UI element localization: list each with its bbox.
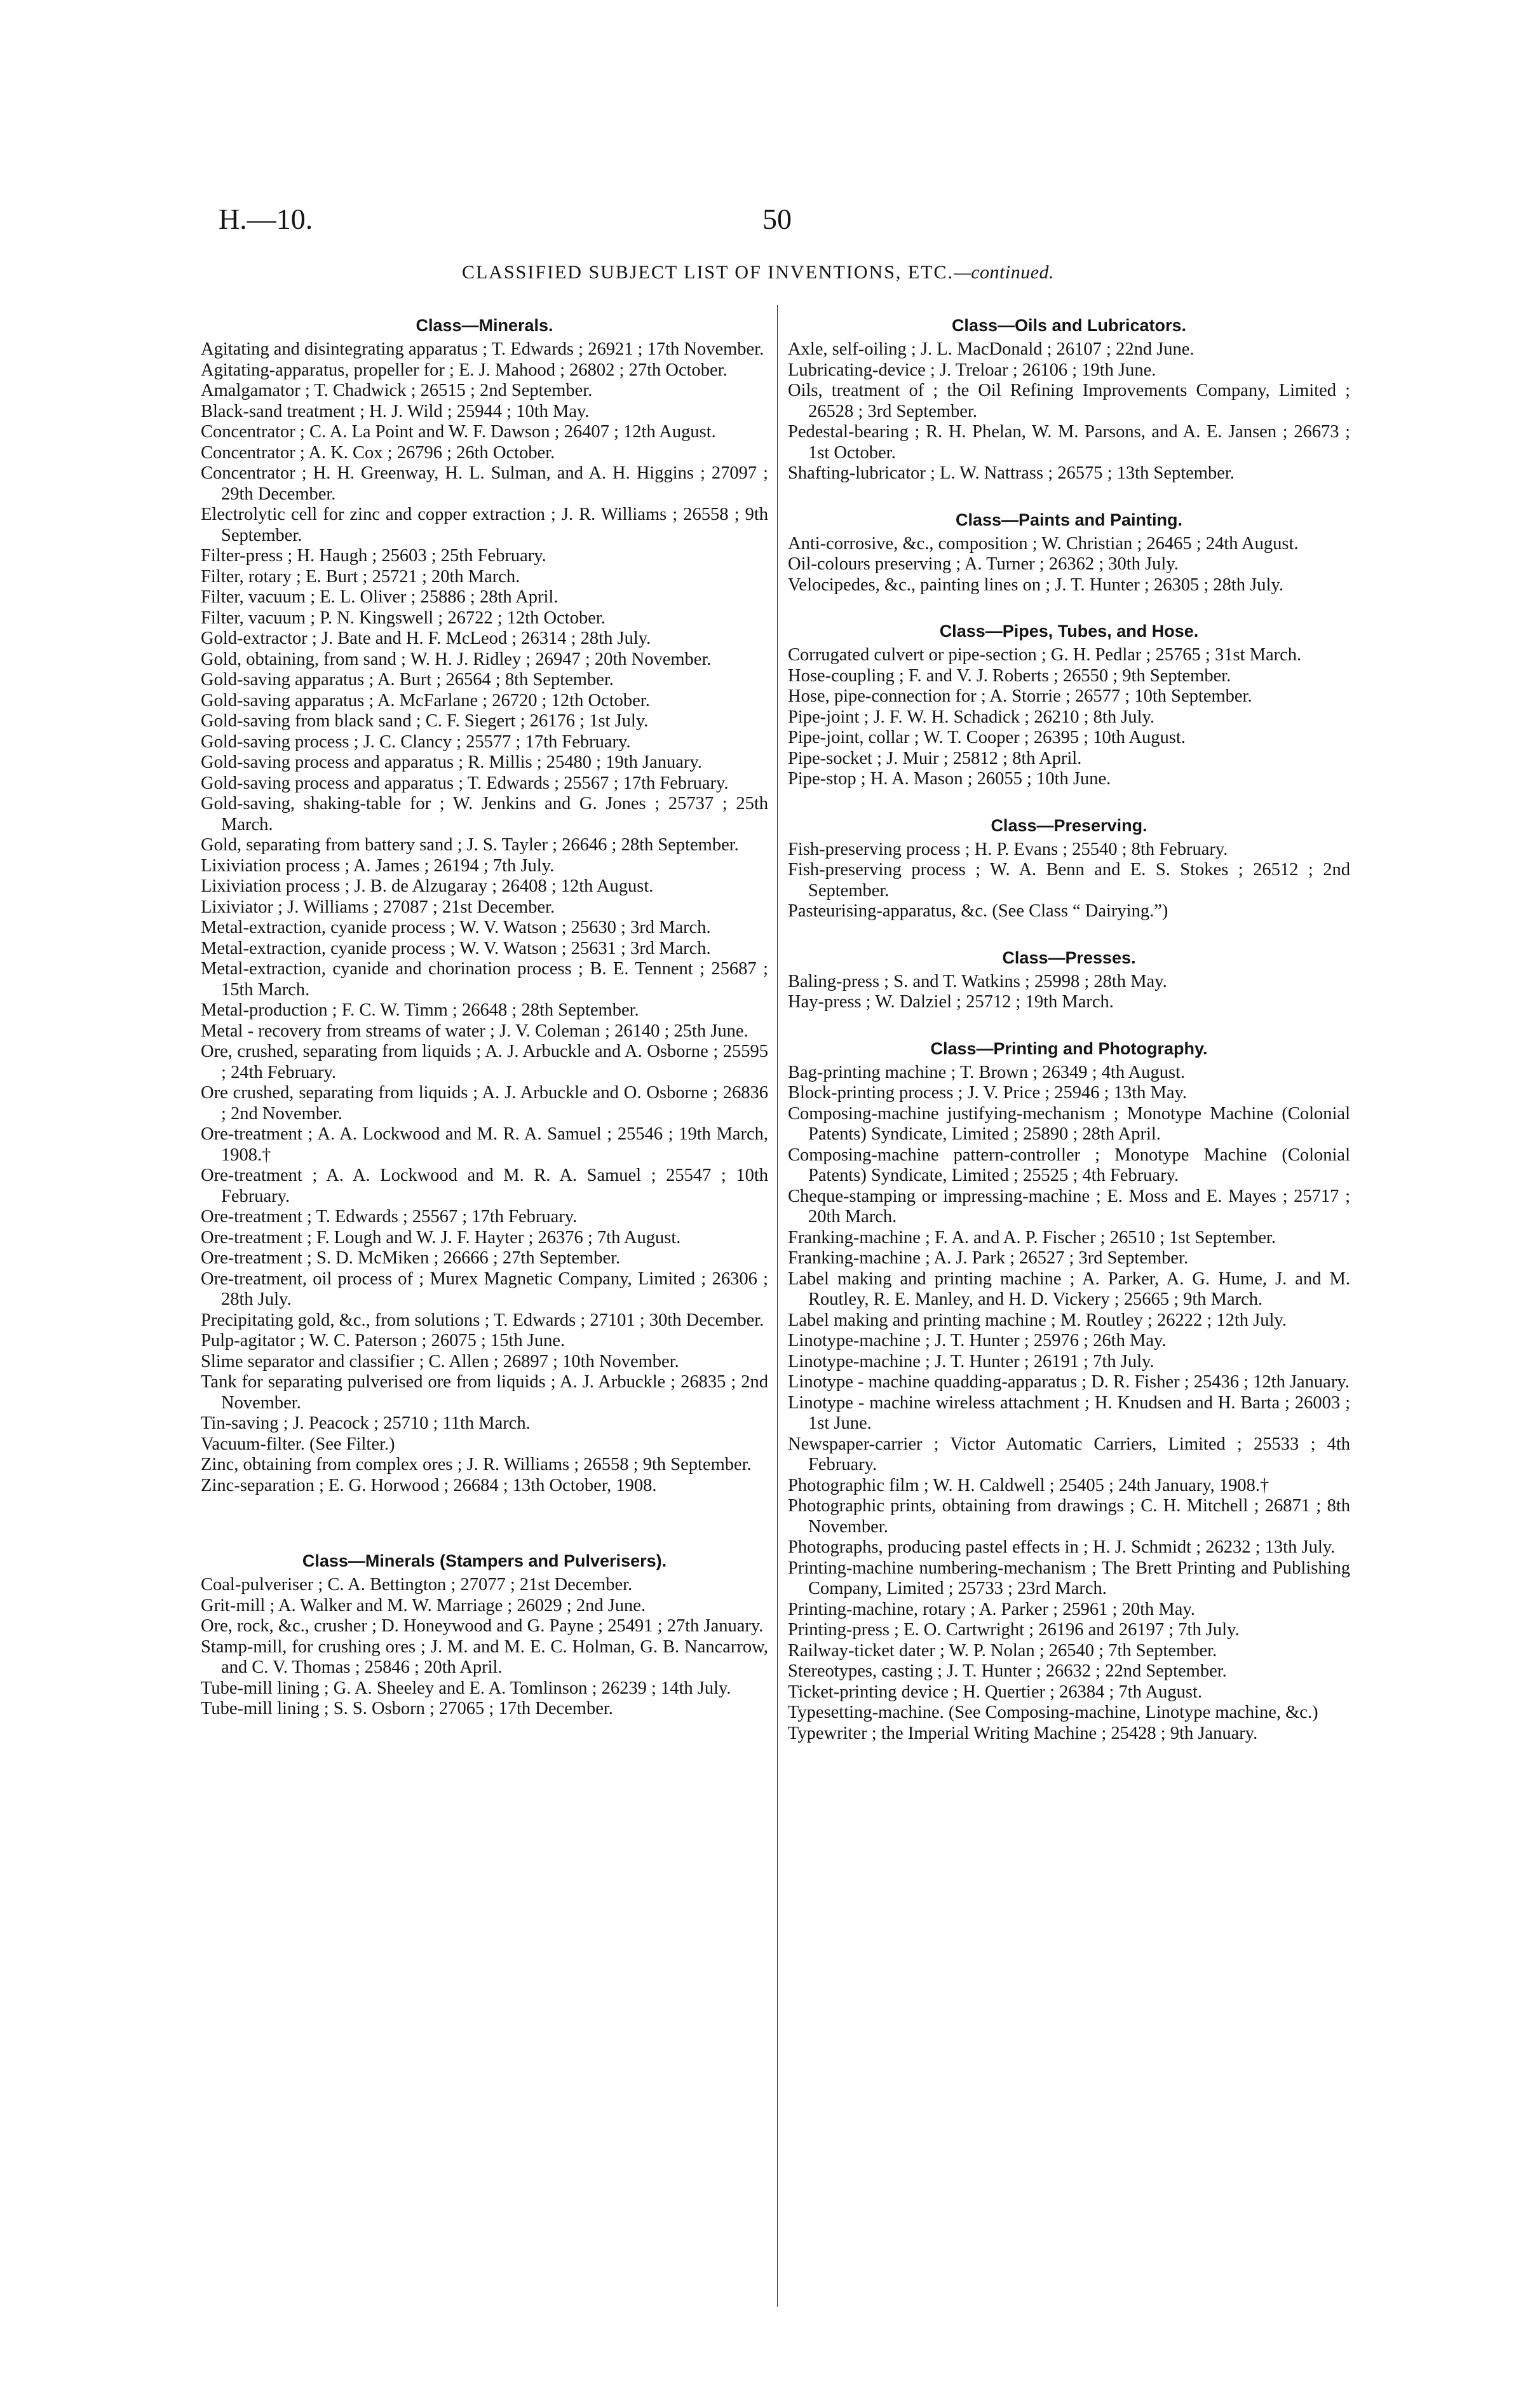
invention-entry: Precipitating gold, &c., from solutions ; T. Edwards ; 27101 ; 30th December. [201,1310,764,1330]
section-heading: Class—Pipes, Tubes, and Hose. [939,622,1199,641]
right-column [788,315,1350,1744]
invention-entry: Ore crushed, separating from liquids ; A. J. Arbuckle and O. Osborne ; 26836 ; 2nd November. [201,1083,768,1124]
invention-entry: Shafting-lubricator ; L. W. Nattrass ; 26575 ; 13th September. [788,463,1235,483]
invention-entry: Gold, separating from battery sand ; J. S. Tayler ; 26646 ; 28th September. [201,835,739,855]
section-minerals [201,315,768,1496]
invention-entry: Linotype - machine wireless attachment ; H. Knudsen and H. Barta ; 26003 ; 1st June. [788,1392,1350,1433]
invention-entry: Corrugated culvert or pipe-section ; G. H. Pedlar ; 25765 ; 31st March. [788,645,1302,665]
invention-entry: Ore-treatment ; A. A. Lockwood and M. R. A. Samuel ; 25547 ; 10th February. [201,1166,768,1206]
invention-entry: Ore-treatment ; F. Lough and W. J. F. Hayter ; 26376 ; 7th August. [201,1227,681,1248]
section-heading: Class—Preserving. [991,815,1147,835]
invention-entry: Anti-corrosive, &c., composition ; W. Christian ; 26465 ; 24th August. [788,533,1299,554]
section-printing-and-photography [788,1038,1350,1745]
invention-entry: Ore, crushed, separating from liquids ; A. J. Arbuckle and A. Osborne ; 25595 ; 24th February. [201,1042,768,1082]
invention-entry: Hose, pipe-connection for ; A. Storrie ; 26577 ; 10th September. [788,686,1252,706]
subtitle-text: CLASSIFIED SUBJECT LIST OF INVENTIONS, ETC. [461,262,954,283]
invention-entry: Concentrator ; H. H. Greenway, H. L. Sulman, and A. H. Higgins ; 27097 ; 29th December. [201,463,768,504]
invention-entry: Zinc-separation ; E. G. Horwood ; 26684 ; 13th October, 1908. [201,1475,657,1495]
section-gap [788,1013,1350,1038]
invention-entry: Vacuum-filter. (See Filter.) [201,1434,395,1454]
invention-entry: Concentrator ; A. K. Cox ; 26796 ; 26th October. [201,442,555,463]
invention-entry: Typewriter ; the Imperial Writing Machine ; 25428 ; 9th January. [788,1723,1258,1743]
invention-entry: Pipe-socket ; J. Muir ; 25812 ; 8th April. [788,748,1082,768]
invention-entry: Grit-mill ; A. Walker and M. W. Marriage ; 26029 ; 2nd June. [201,1595,646,1616]
section-heading: Class—Printing and Photography. [930,1038,1208,1058]
section-minerals-stampers-and-pulverisers [201,1551,768,1720]
section-heading: Class—Paints and Painting. [955,510,1183,529]
invention-entry: Gold-saving process ; J. C. Clancy ; 25577 ; 17th February. [201,731,631,752]
invention-entry: Velocipedes, &c., painting lines on ; J. T. Hunter ; 26305 ; 28th July. [788,575,1283,595]
invention-entry: Ore-treatment, oil process of ; Murex Magnetic Company, Limited ; 26306 ; 28th July. [201,1269,768,1309]
invention-entry: Newspaper-carrier ; Victor Automatic Carriers, Limited ; 25533 ; 4th February. [788,1434,1350,1474]
section-gap [788,484,1350,510]
section-heading: Class—Presses. [1002,948,1136,967]
invention-entry: Pipe-joint ; J. F. W. H. Schadick ; 26210 ; 8th July. [788,707,1154,727]
invention-entry: Gold-saving, shaking-table for ; W. Jenkins and G. Jones ; 25737 ; 25th March. [201,794,768,834]
invention-entry: Pedestal-bearing ; R. H. Phelan, W. M. Parsons, and A. E. Jansen ; 26673 ; 1st October. [788,422,1350,463]
invention-entry: Lixiviator ; J. Williams ; 27087 ; 21st December. [201,897,555,917]
invention-entry: Gold-saving apparatus ; A. McFarlane ; 26720 ; 12th October. [201,690,650,711]
section-heading: Class—Minerals. [416,316,553,335]
invention-entry: Gold-extractor ; J. Bate and H. F. McLeod ; 26314 ; 28th July. [201,629,651,648]
invention-entry: Franking-machine ; A. J. Park ; 26527 ; 3rd September. [788,1248,1189,1268]
invention-entry: Stereotypes, casting ; J. T. Hunter ; 26632 ; 22nd September. [788,1661,1227,1681]
invention-entry: Block-printing process ; J. V. Price ; 25946 ; 13th May. [788,1083,1188,1103]
invention-entry: Filter-press ; H. Haugh ; 25603 ; 25th February. [201,546,546,566]
invention-entry: Gold-saving process and apparatus ; T. Edwards ; 25567 ; 17th February. [201,773,729,793]
section-heading: Class—Oils and Lubricators. [951,316,1187,335]
invention-entry: Tin-saving ; J. Peacock ; 25710 ; 11th March. [201,1413,531,1433]
invention-entry: Ore-treatment ; A. A. Lockwood and M. R. A. Samuel ; 25546 ; 19th March, 1908.† [201,1124,768,1165]
invention-entry: Oil-colours preserving ; A. Turner ; 26362 ; 30th July. [788,554,1179,574]
invention-entry: Typesetting-machine. (See Composing-machine, Linotype machine, &c.) [788,1703,1318,1722]
invention-entry: Fish-preserving process ; W. A. Benn and E. S. Stokes ; 26512 ; 2nd September. [788,860,1350,901]
invention-entry: Lixiviation process ; J. B. de Alzugaray ; 26408 ; 12th August. [201,876,654,896]
invention-entry: Filter, vacuum ; P. N. Kingswell ; 26722 ; 12th October. [201,608,606,628]
invention-entry: Tube-mill lining ; S. S. Osborn ; 27065 ; 17th December. [201,1699,613,1718]
invention-entry: Gold-saving from black sand ; C. F. Siegert ; 26176 ; 1st July. [201,711,649,731]
invention-entry: Composing-machine justifying-mechanism ; Monotype Machine (Colonial Patents) Syndicate, Limited ; 25890 ; 28th April. [788,1103,1350,1144]
invention-entry: Railway-ticket dater ; W. P. Nolan ; 26540 ; 7th September. [788,1640,1217,1661]
section-preserving [788,815,1350,922]
invention-entry: Pasteurising-apparatus, &c. (See Class “ Dairying.”) [788,901,1168,921]
invention-entry: Zinc, obtaining from complex ores ; J. R. Williams ; 26558 ; 9th September. [201,1455,752,1474]
section-gap [788,790,1350,815]
section-oils-and-lubricators [788,315,1350,484]
invention-entry: Ore-treatment ; S. D. McMiken ; 26666 ; 27th September. [201,1248,621,1268]
invention-entry: Lixiviation process ; A. James ; 26194 ; 7th July. [201,855,555,876]
invention-entry: Printing-press ; E. O. Cartwright ; 26196 and 26197 ; 7th July. [788,1620,1240,1640]
invention-entry: Ticket-printing device ; H. Quertier ; 26384 ; 7th August. [788,1682,1202,1702]
invention-entry: Filter, rotary ; E. Burt ; 25721 ; 20th March. [201,566,520,587]
invention-entry: Metal-extraction, cyanide and chorination process ; B. E. Tennent ; 25687 ; 15th March. [201,959,768,1000]
section-gap [788,922,1350,948]
invention-entry: Franking-machine ; F. A. and A. P. Fischer ; 26510 ; 1st September. [788,1227,1276,1248]
invention-entry: Slime separator and classifier ; C. Allen ; 26897 ; 10th November. [201,1351,679,1371]
invention-entry: Linotype-machine ; J. T. Hunter ; 25976 ; 26th May. [788,1331,1167,1350]
section-gap [201,1496,768,1551]
invention-entry: Agitating and disintegrating apparatus ; T. Edwards ; 26921 ; 17th November. [201,339,764,359]
invention-entry: Composing-machine pattern-controller ; Monotype Machine (Colonial Patents) Syndicate, Limited ; 25525 ; 4th February. [788,1145,1350,1185]
invention-entry: Amalgamator ; T. Chadwick ; 26515 ; 2nd September. [201,381,593,400]
document-reference: H.—10. [219,203,313,235]
invention-entry: Gold-saving process and apparatus ; R. Millis ; 25480 ; 19th January. [201,752,702,772]
section-heading: Class—Minerals (Stampers and Pulverisers). [302,1551,667,1570]
section-pipes-tubes-and-hose [788,621,1350,790]
page-number: 50 [762,203,792,235]
invention-entry: Hay-press ; W. Dalziel ; 25712 ; 19th March. [788,992,1114,1012]
invention-entry: Agitating-apparatus, propeller for ; E. J. Mahood ; 26802 ; 27th October. [201,360,728,380]
invention-entry: Printing-machine, rotary ; A. Parker ; 25961 ; 20th May. [788,1599,1195,1619]
section-gap [788,595,1350,621]
invention-entry: Filter, vacuum ; E. L. Oliver ; 25886 ; 28th April. [201,587,558,607]
invention-entry: Tube-mill lining ; G. A. Sheeley and E. A. Tomlinson ; 26239 ; 14th July. [201,1678,731,1698]
invention-entry: Bag-printing machine ; T. Brown ; 26349 ; 4th August. [788,1062,1186,1082]
subtitle-continued: —continued. [954,262,1055,283]
invention-entry: Black-sand treatment ; H. J. Wild ; 25944 ; 10th May. [201,401,590,421]
invention-entry: Printing-machine numbering-mechanism ; The Brett Printing and Publishing Company, Limited ; 25733 ; 23rd March. [788,1558,1350,1598]
invention-entry: Label making and printing machine ; A. Parker, A. G. Hume, J. and M. Routley, R. E. Manley, and H. D. Vickery ; 25665 ; 9th March. [788,1269,1350,1309]
invention-entry: Coal-pulveriser ; C. A. Bettington ; 27077 ; 21st December. [201,1575,633,1595]
invention-entry: Metal-extraction, cyanide process ; W. V. Watson ; 25631 ; 3rd March. [201,938,711,958]
invention-entry: Fish-preserving process ; H. P. Evans ; 25540 ; 8th February. [788,839,1228,859]
section-presses [788,948,1350,1013]
invention-entry: Ore, rock, &c., crusher ; D. Honeywood and G. Payne ; 25491 ; 27th January. [201,1616,764,1636]
invention-entry: Metal - recovery from streams of water ; J. V. Coleman ; 26140 ; 25th June. [201,1021,748,1041]
invention-entry: Lubricating-device ; J. Treloar ; 26106 ; 19th June. [788,360,1156,380]
invention-entry: Pipe-stop ; H. A. Mason ; 26055 ; 10th June. [788,769,1111,789]
invention-entry: Metal-production ; F. C. W. Timm ; 26648 ; 28th September. [201,1000,639,1020]
invention-entry: Metal-extraction, cyanide process ; W. V. Watson ; 25630 ; 3rd March. [201,918,711,937]
invention-entry: Hose-coupling ; F. and V. J. Roberts ; 26550 ; 9th September. [788,665,1231,686]
invention-entry: Ore-treatment ; T. Edwards ; 25567 ; 17th February. [201,1207,578,1227]
invention-entry: Pulp-agitator ; W. C. Paterson ; 26075 ; 15th June. [201,1331,565,1350]
invention-entry: Oils, treatment of ; the Oil Refining Improvements Company, Limited ; 26528 ; 3rd September. [788,381,1350,421]
invention-entry: Label making and printing machine ; M. Routley ; 26222 ; 12th July. [788,1310,1287,1330]
invention-entry: Gold, obtaining, from sand ; W. H. J. Ridley ; 26947 ; 20th November. [201,649,712,669]
invention-entry: Tank for separating pulverised ore from liquids ; A. J. Arbuckle ; 26835 ; 2nd November. [201,1372,768,1413]
invention-entry: Stamp-mill, for crushing ores ; J. M. and M. E. C. Holman, G. B. Nancarrow, and C. V. Thomas ; 25846 ; 20th April. [201,1636,768,1677]
invention-entry: Photographic film ; W. H. Caldwell ; 25405 ; 24th January, 1908.† [788,1475,1269,1495]
invention-entry: Photographs, producing pastel effects in ; H. J. Schmidt ; 26232 ; 13th July. [788,1537,1336,1557]
invention-entry: Cheque-stamping or impressing-machine ; E. Moss and E. Mayes ; 25717 ; 20th March. [788,1186,1350,1227]
invention-entry: Linotype - machine quadding-apparatus ; D. R. Fisher ; 25436 ; 12th January. [788,1372,1350,1392]
invention-entry: Concentrator ; C. A. La Point and W. F. Dawson ; 26407 ; 12th August. [201,422,716,442]
left-column [201,315,768,1720]
invention-entry: Photographic prints, obtaining from drawings ; C. H. Mitchell ; 26871 ; 8th November. [788,1496,1350,1537]
invention-entry: Electrolytic cell for zinc and copper extraction ; J. R. Williams ; 26558 ; 9th September. [201,505,768,545]
invention-entry: Linotype-machine ; J. T. Hunter ; 26191 ; 7th July. [788,1351,1154,1371]
invention-entry: Axle, self-oiling ; J. L. MacDonald ; 26107 ; 22nd June. [788,339,1195,359]
invention-entry: Pipe-joint, collar ; W. T. Cooper ; 26395 ; 10th August. [788,728,1186,747]
column-divider [777,305,778,2307]
invention-entry: Gold-saving apparatus ; A. Burt ; 26564 ; 8th September. [201,670,614,690]
page-subtitle [0,262,1516,283]
section-paints-and-painting [788,510,1350,596]
invention-entry: Baling-press ; S. and T. Watkins ; 25998 ; 28th May. [788,971,1167,991]
